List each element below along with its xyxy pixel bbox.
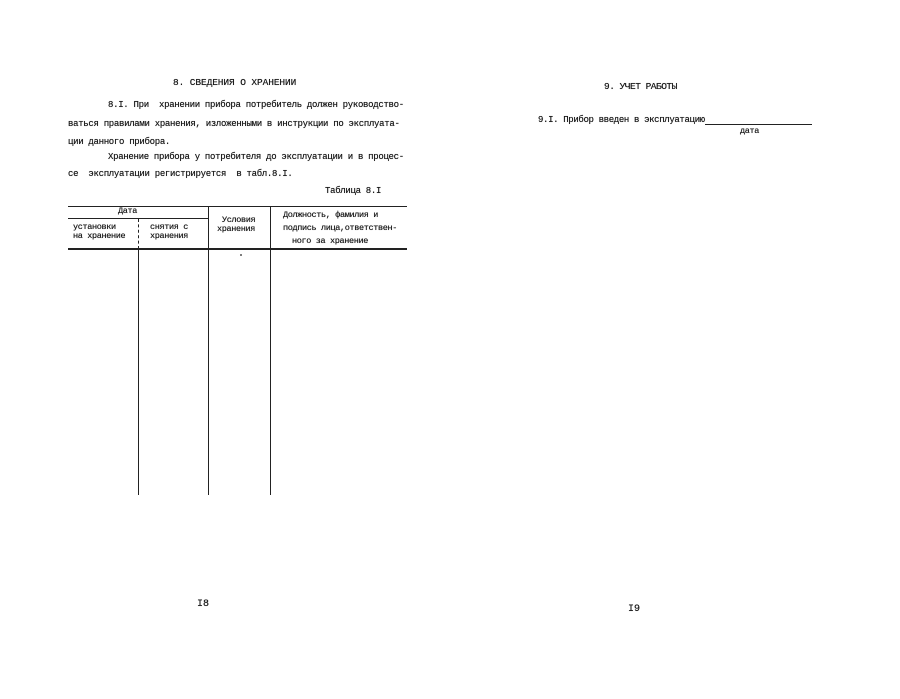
column-header-responsible-line-1: Должность, фамилия и xyxy=(283,210,379,220)
page-number-left: I8 xyxy=(197,599,210,610)
column-header-responsible-line-3: ного за хранение xyxy=(292,236,369,246)
column-header-responsible-line-2: подпись лица,ответствен- xyxy=(283,223,398,233)
paragraph-2-line-1: Хранение прибора у потребителя до эксплуатации и в процес- xyxy=(108,152,404,162)
commissioning-line: 9.I. Прибор введен в эксплуатацию xyxy=(538,115,705,125)
column-divider-2 xyxy=(208,206,209,495)
section-title-storage: 8. СВЕДЕНИЯ О ХРАНЕНИИ xyxy=(173,77,297,88)
table-caption: Таблица 8.I xyxy=(325,186,382,196)
commissioning-date-blank xyxy=(705,124,812,125)
column-header-removal-line-1: снятия с xyxy=(150,222,189,232)
section-title-operation: 9. УЧЕТ РАБОТЫ xyxy=(604,81,677,92)
column-divider-3 xyxy=(270,206,271,495)
column-divider-1 xyxy=(138,249,139,495)
paragraph-1-line-3: ции данного прибора. xyxy=(68,137,171,147)
column-header-conditions-line-1: Условия xyxy=(222,215,256,225)
date-group-header: Дата xyxy=(118,206,138,216)
page-number-right: I9 xyxy=(628,604,641,615)
date-caption: дата xyxy=(740,126,760,136)
table-header-bottom-rule xyxy=(68,248,407,250)
column-divider-1-header xyxy=(138,219,139,249)
column-header-conditions-line-2: хранения xyxy=(217,224,256,234)
column-header-install-line-1: установки xyxy=(73,222,116,232)
column-header-removal-line-2: хранения xyxy=(150,231,189,241)
paragraph-2-line-2: се эксплуатации регистрируется в табл.8.I. xyxy=(68,169,293,179)
scan-speck xyxy=(240,254,242,256)
column-header-install-line-2: на хранение xyxy=(73,231,126,241)
paragraph-1-line-2: ваться правилами хранения, изложенными в инструкции по эксплуата- xyxy=(68,119,400,129)
page-19 xyxy=(450,0,900,699)
paragraph-1-line-1: 8.I. При хранении прибора потребитель должен руководство- xyxy=(108,100,404,110)
